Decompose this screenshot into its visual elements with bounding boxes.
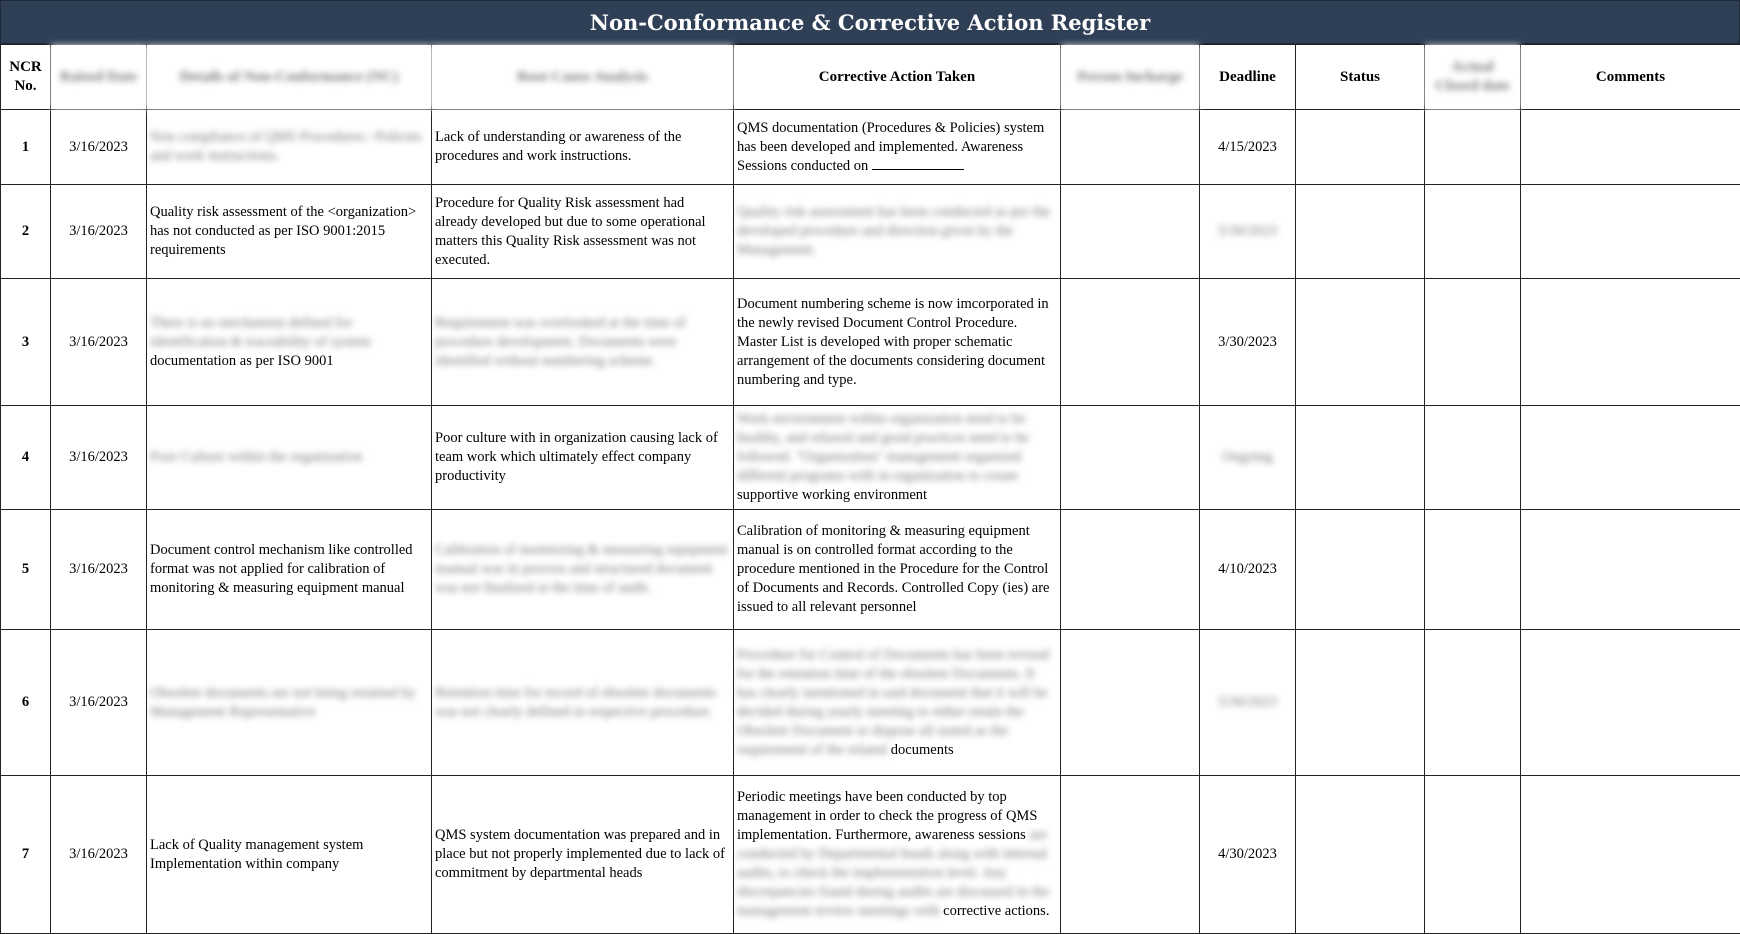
actual-closed-date <box>1425 776 1521 934</box>
corrective-action <box>734 185 1061 279</box>
corrective-action-blurred: Work environment within organization need to be healthy, and relaxed and good practices need to be followed. "Organization" management organized different programs with in organization to create <box>737 411 1029 484</box>
table-row <box>1 630 1740 776</box>
nc-details <box>147 406 432 510</box>
raised-date: 3/16/2023 <box>51 630 147 776</box>
root-cause <box>432 510 734 630</box>
table-row <box>1 776 1740 934</box>
comments <box>1521 630 1740 776</box>
nc-details: Quality risk assessment of the <organization> has not conducted as per ISO 9001:2015 requirements <box>147 185 432 279</box>
root-cause-text: Retention time for record of obsolete documents was not clearly defined in respective procedure. <box>435 684 717 720</box>
root-cause-text: Requirement was overlooked at the time of procedure development. Documents were identified without numbering scheme. <box>435 314 686 369</box>
corrective-action <box>734 776 1061 934</box>
comments <box>1521 185 1740 279</box>
ncr-number: 7 <box>1 776 51 934</box>
nc-details: Lack of Quality management system Implementation within company <box>147 776 432 934</box>
deadline <box>1200 185 1296 279</box>
nc-details-text: Non compliance of QMS Procedures / Policies and work instructions. <box>150 129 422 164</box>
person-incharge <box>1061 406 1200 510</box>
comments <box>1521 279 1740 406</box>
root-cause: Lack of understanding or awareness of the procedures and work instructions. <box>432 110 734 185</box>
status <box>1296 279 1425 406</box>
table-row <box>1 279 1740 406</box>
header-status: Status <box>1296 45 1425 110</box>
root-cause: QMS system documentation was prepared and in place but not properly implemented due to lack of commitment by departmental heads <box>432 776 734 934</box>
root-cause-text: Calibration of monitoring & measuring equipment manual was in process and structured document was not finalized at the time of audit. <box>435 542 728 596</box>
status <box>1296 776 1425 934</box>
deadline: 4/15/2023 <box>1200 110 1296 185</box>
root-cause <box>432 630 734 776</box>
status <box>1296 630 1425 776</box>
status <box>1296 185 1425 279</box>
nc-details-text: Obsolete documents are not being retained by Management Representative <box>150 684 416 720</box>
deadline: 4/30/2023 <box>1200 776 1296 934</box>
header-actual-closed: Actual Closed date <box>1425 45 1521 110</box>
header-deadline: Deadline <box>1200 45 1296 110</box>
corrective-action <box>734 630 1061 776</box>
corrective-action-text: QMS documentation (Procedures & Policies) system has been developed and implemented. Awareness Sessions conducted on <box>737 119 1045 174</box>
raised-date: 3/16/2023 <box>51 510 147 630</box>
register-title: Non-Conformance & Corrective Action Register <box>0 0 1740 44</box>
header-raised-date: Raised Date <box>51 45 147 110</box>
raised-date: 3/16/2023 <box>51 185 147 279</box>
comments <box>1521 406 1740 510</box>
person-incharge <box>1061 110 1200 185</box>
table-row <box>1 110 1740 185</box>
comments <box>1521 110 1740 185</box>
deadline <box>1200 630 1296 776</box>
header-comments: Comments <box>1521 45 1740 110</box>
nc-details-text: documentation as per ISO 9001 <box>150 352 334 369</box>
person-incharge <box>1061 630 1200 776</box>
header-person-incharge: Person Incharge <box>1061 45 1200 110</box>
actual-closed-date <box>1425 406 1521 510</box>
person-incharge <box>1061 776 1200 934</box>
table-row <box>1 510 1740 630</box>
header-ncr-no: NCR No. <box>1 45 51 110</box>
deadline-text: 5/30/2023 <box>1218 223 1277 239</box>
corrective-action-blurred: Procedure for Control of Documents has been revised for the retention time of the obsolete Documents. It has clearly mentioned in said document that it will be decided during yearly meeting to either retain the Obsolete Document or dispose all stated as the requirement of the related <box>737 646 1050 758</box>
status <box>1296 110 1425 185</box>
root-cause: Poor culture with in organization causing lack of team work which ultimately effect company productivity <box>432 406 734 510</box>
corrective-action: Document numbering scheme is now imcorporated in the newly revised Document Control Procedure. Master List is developed with proper schematic arrangement of the documents considering document numbering and type. <box>734 279 1061 406</box>
blank-underline <box>872 157 964 170</box>
actual-closed-date <box>1425 510 1521 630</box>
deadline-text: Ongoing <box>1222 449 1273 465</box>
table-row <box>1 185 1740 279</box>
corrective-action-blurred: are conducted by Departmental heads along with internal audits, to check the implementation level. Any discrepancies found during audits are discussed in the management review meetings with <box>737 827 1050 919</box>
header-root-cause: Root Cause Analysis <box>432 45 734 110</box>
status <box>1296 406 1425 510</box>
corrective-action-text: supportive working environment <box>737 487 928 503</box>
person-incharge <box>1061 279 1200 406</box>
actual-closed-date <box>1425 630 1521 776</box>
raised-date: 3/16/2023 <box>51 279 147 406</box>
corrective-action-text: Quality risk assessment has been conducted as per the developed procedure and direction given by the Management. <box>737 204 1051 258</box>
actual-closed-date <box>1425 185 1521 279</box>
corrective-action-text: Periodic meetings have been conducted by top management in order to check the progress of QMS implementation. Furthermore, awareness sessions <box>737 789 1038 843</box>
root-cause <box>432 279 734 406</box>
header-corrective-action: Corrective Action Taken <box>734 45 1061 110</box>
raised-date: 3/16/2023 <box>51 110 147 185</box>
ncr-number: 4 <box>1 406 51 510</box>
person-incharge <box>1061 185 1200 279</box>
nc-details <box>147 630 432 776</box>
ncr-table <box>0 44 1740 934</box>
comments <box>1521 776 1740 934</box>
nc-details-blurred: There is no mechanism defined for identification & traceability of system <box>150 314 371 350</box>
corrective-action <box>734 406 1061 510</box>
corrective-action: Calibration of monitoring & measuring equipment manual is on controlled format according to the procedure mentioned in the Procedure for the Control of Documents and Records. Controlled Copy (ies) are issued to all relevant personnel <box>734 510 1061 630</box>
ncr-number: 1 <box>1 110 51 185</box>
ncr-number: 6 <box>1 630 51 776</box>
nc-details <box>147 279 432 406</box>
corrective-action-text: documents <box>890 741 954 758</box>
actual-closed-date <box>1425 279 1521 406</box>
deadline <box>1200 406 1296 510</box>
raised-date: 3/16/2023 <box>51 406 147 510</box>
status <box>1296 510 1425 630</box>
raised-date: 3/16/2023 <box>51 776 147 934</box>
ncr-number: 3 <box>1 279 51 406</box>
ncr-number: 2 <box>1 185 51 279</box>
corrective-action <box>734 110 1061 185</box>
deadline: 3/30/2023 <box>1200 279 1296 406</box>
root-cause: Procedure for Quality Risk assessment had already developed but due to some operational matters this Quality Risk assessment was not executed. <box>432 185 734 279</box>
nc-details-text: Poor Culture within the organization <box>150 449 363 465</box>
nc-details: Document control mechanism like controlled format was not applied for calibration of monitoring & measuring equipment manual <box>147 510 432 630</box>
person-incharge <box>1061 510 1200 630</box>
table-row <box>1 406 1740 510</box>
ncr-number: 5 <box>1 510 51 630</box>
deadline-text: 5/30/2023 <box>1218 694 1277 710</box>
nc-details <box>147 110 432 185</box>
actual-closed-date <box>1425 110 1521 185</box>
corrective-action-tail: corrective actions. <box>943 903 1050 919</box>
comments <box>1521 510 1740 630</box>
deadline: 4/10/2023 <box>1200 510 1296 630</box>
header-details: Details of Non-Conformance (NC) <box>147 45 432 110</box>
header-row <box>1 45 1740 110</box>
